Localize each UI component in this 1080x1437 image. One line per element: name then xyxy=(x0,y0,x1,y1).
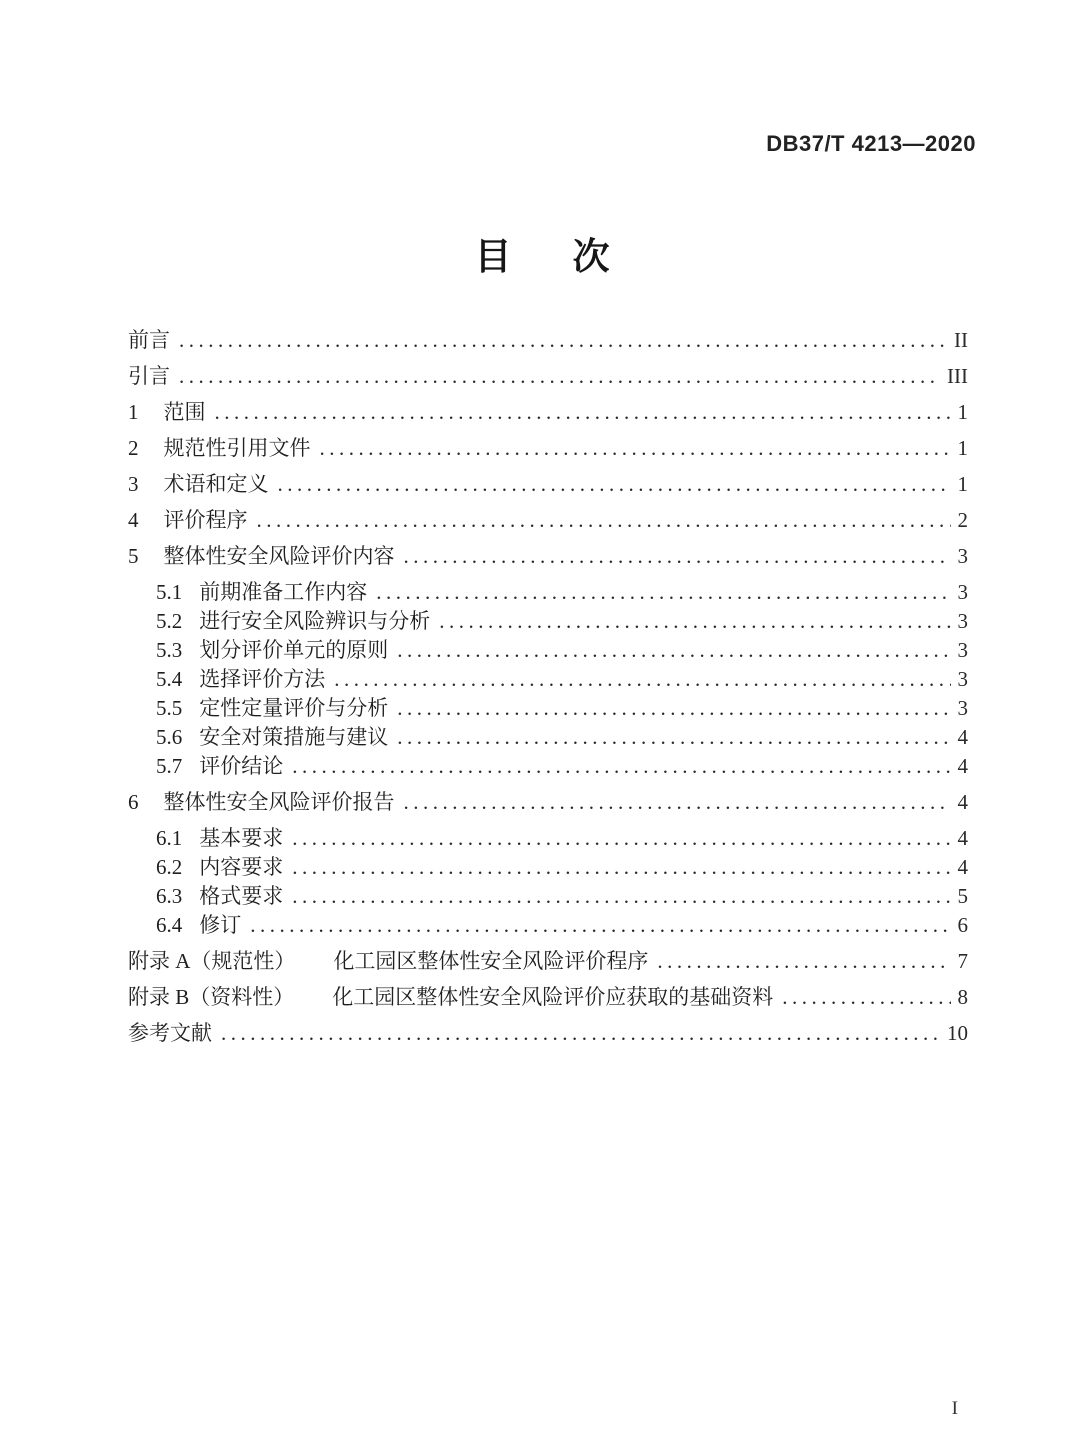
toc-entry-number: 1 xyxy=(128,400,139,424)
toc-entry-page: 1 xyxy=(957,472,968,496)
toc-entry-number: 4 xyxy=(128,508,139,532)
toc-leader-dots xyxy=(334,668,950,690)
toc-entry-row xyxy=(128,581,968,603)
toc-entry-page: 2 xyxy=(957,508,968,532)
toc-entry-row xyxy=(128,755,968,777)
toc-entry-row xyxy=(128,610,968,632)
toc-entry-row xyxy=(128,509,968,531)
toc-entry-label: 修订 xyxy=(199,913,242,937)
toc-leader-dots xyxy=(320,437,951,459)
toc-entry-row xyxy=(128,639,968,661)
toc-leader-dots xyxy=(404,791,951,813)
toc-leader-dots xyxy=(397,726,950,748)
toc-leader-dots xyxy=(782,986,950,1008)
toc-entry-label: 整体性安全风险评价报告 xyxy=(163,790,395,814)
toc-leader-dots xyxy=(278,473,951,495)
toc-entry-row xyxy=(128,726,968,748)
toc-entry-number: 5.4 xyxy=(156,667,183,691)
toc-entry-page: 5 xyxy=(957,884,968,908)
toc-leader-dots xyxy=(292,885,950,907)
document-header xyxy=(128,133,976,155)
toc-entry-row xyxy=(128,791,968,813)
toc-entry-number: 6.2 xyxy=(156,855,183,879)
toc-entry-row xyxy=(128,856,968,878)
toc-leader-dots xyxy=(657,950,950,972)
toc-entry-page: 10 xyxy=(947,1021,968,1045)
toc-entry-page: 7 xyxy=(957,949,968,973)
toc-entry-number: 6 xyxy=(128,790,139,814)
toc-entry-number: 6.1 xyxy=(156,826,183,850)
toc-entry-label: 前期准备工作内容 xyxy=(199,580,368,604)
toc-leader-dots xyxy=(250,914,950,936)
toc-entry-number: 5 xyxy=(128,544,139,568)
toc-entry-number: 5.1 xyxy=(156,580,183,604)
toc-entry-number: 5.7 xyxy=(156,754,183,778)
toc-entry-page: 3 xyxy=(957,638,968,662)
toc-leader-dots xyxy=(221,1022,940,1044)
toc-entry-label: 参考文献 xyxy=(128,1021,212,1045)
toc-entry-label: 基本要求 xyxy=(199,826,284,850)
toc-entry-number: 5.3 xyxy=(156,638,183,662)
toc-entry-page: 1 xyxy=(957,436,968,460)
toc-entry-page: 1 xyxy=(957,400,968,424)
toc-entry-page: 3 xyxy=(957,609,968,633)
toc-entry-row xyxy=(128,914,968,936)
toc-entry-page: 4 xyxy=(957,855,968,879)
toc-entry-label: 化工园区整体性安全风险评价应获取的基础资料 xyxy=(332,985,774,1009)
toc-entry-row xyxy=(128,1022,968,1044)
toc-entry-label: 划分评价单元的原则 xyxy=(199,638,389,662)
footer-page-number: I xyxy=(951,1398,958,1419)
document-footer xyxy=(952,1398,958,1420)
toc-leader-dots xyxy=(292,755,950,777)
toc-entry-page: II xyxy=(954,328,968,352)
toc-entry-label: 进行安全风险辨识与分析 xyxy=(199,609,431,633)
toc-entry-label: 格式要求 xyxy=(199,884,284,908)
toc-entry-page: 6 xyxy=(957,913,968,937)
toc-entry-page: 3 xyxy=(957,580,968,604)
toc-entry-row xyxy=(128,365,968,387)
toc-leader-dots xyxy=(376,581,950,603)
toc-leader-dots xyxy=(292,856,950,878)
toc-entry-row xyxy=(128,668,968,690)
toc-entry-label: 规范性引用文件 xyxy=(163,436,311,460)
toc-entry-label: 选择评价方法 xyxy=(199,667,326,691)
toc-leader-dots xyxy=(257,509,951,531)
toc-entry-page: 3 xyxy=(957,667,968,691)
toc-entry-row xyxy=(128,950,968,972)
toc-entry-page: 3 xyxy=(957,544,968,568)
toc-entry-label: 评价结论 xyxy=(199,754,284,778)
toc-entry-label: 术语和定义 xyxy=(163,472,269,496)
toc-leader-dots xyxy=(397,697,950,719)
toc-entry-row xyxy=(128,401,968,423)
toc-entry-number: 5.5 xyxy=(156,696,183,720)
toc-entry-page: 4 xyxy=(957,754,968,778)
toc-entry-page: 4 xyxy=(957,725,968,749)
toc-leader-dots xyxy=(397,639,950,661)
toc-leader-dots xyxy=(292,827,950,849)
standard-code: DB37/T 4213—2020 xyxy=(766,131,976,156)
page-title: 目 次 xyxy=(474,237,622,278)
toc-entry-label: 前言 xyxy=(128,328,170,352)
toc-entry-row xyxy=(128,885,968,907)
toc-entry-number: 3 xyxy=(128,472,139,496)
toc-entry-number: 6.4 xyxy=(156,913,183,937)
toc-entry-label: 安全对策措施与建议 xyxy=(199,725,389,749)
toc-entry-number: 5.6 xyxy=(156,725,183,749)
toc-entry-page: III xyxy=(947,364,968,388)
toc-leader-dots xyxy=(439,610,950,632)
toc-entry-number: 5.2 xyxy=(156,609,183,633)
toc-entry-page: 4 xyxy=(957,826,968,850)
toc-entry-page: 3 xyxy=(957,696,968,720)
toc-entry-row xyxy=(128,473,968,495)
toc-entry-row xyxy=(128,697,968,719)
toc-leader-dots xyxy=(179,329,947,351)
toc-entry-number: 2 xyxy=(128,436,139,460)
toc-entry-page: 4 xyxy=(957,790,968,814)
toc-entry-row xyxy=(128,437,968,459)
toc-entry-row xyxy=(128,329,968,351)
toc-leader-dots xyxy=(179,365,940,387)
toc-leader-dots xyxy=(404,545,951,567)
toc-leader-dots xyxy=(215,401,951,423)
toc-entry-page: 8 xyxy=(957,985,968,1009)
toc-entry-row xyxy=(128,827,968,849)
toc-entry-label: 定性定量评价与分析 xyxy=(199,696,389,720)
toc-entry-number: 附录 B（资料性） xyxy=(128,985,295,1009)
toc-entry-label: 整体性安全风险评价内容 xyxy=(163,544,395,568)
toc-list xyxy=(128,329,968,1044)
toc-entry-label: 化工园区整体性安全风险评价程序 xyxy=(333,949,649,973)
toc-entry-row xyxy=(128,986,968,1008)
toc-entry-label: 评价程序 xyxy=(163,508,248,532)
toc-entry-label: 范围 xyxy=(163,400,206,424)
toc-entry-number: 6.3 xyxy=(156,884,183,908)
toc-entry-label: 引言 xyxy=(128,364,170,388)
toc-entry-row xyxy=(128,545,968,567)
toc-entry-number: 附录 A（规范性） xyxy=(128,949,296,973)
toc-entry-label: 内容要求 xyxy=(199,855,284,879)
